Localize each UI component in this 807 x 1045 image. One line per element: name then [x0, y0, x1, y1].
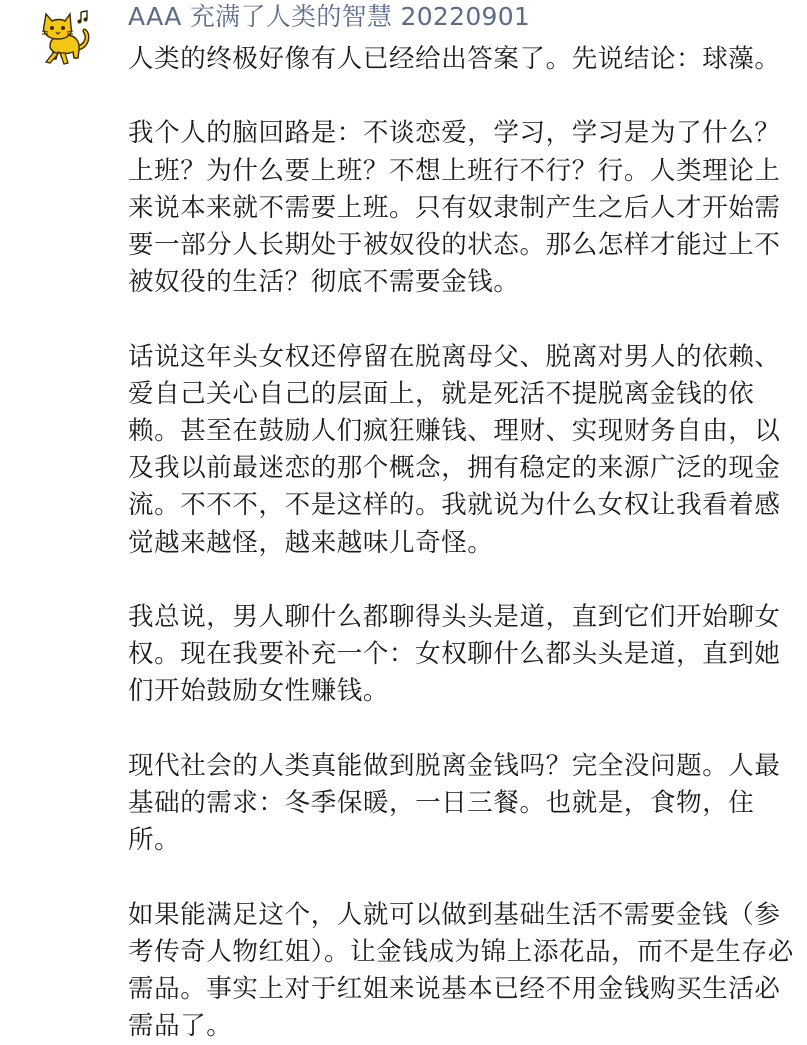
sender-name[interactable]: AAA 充满了人类的智慧 20220901: [128, 2, 531, 31]
avatar[interactable]: [34, 6, 98, 70]
message-paragraph: 我总说，男人聊什么都聊得头头是道，直到它们开始聊女权。现在我要补充一个：女权聊什么都头头是道，直到她们开始鼓励女性赚钱。: [128, 602, 781, 707]
message-paragraph: 我个人的脑回路是：不谈恋爱，学习，学习是为了什么？上班？为什么要上班？不想上班行不行？行。人类理论上来说本来就不需要上班。只有奴隶制产生之后人才开始需要一部分人长期处于被奴役的状态。那么怎样才能过上不被奴役的生活？彻底不需要金钱。: [128, 118, 781, 298]
message-paragraph: 话说这年头女权还停留在脱离母父、脱离对男人的依赖、爱自己关心自己的层面上，就是死活不提脱离金钱的依赖。甚至在鼓励人们疯狂赚钱、理财、实现财务自由，以及我以前最迷恋的那个概念，拥有稳定的来源广泛的现金流。不不不，不是这样的。我就说为什么女权让我看着感觉越来越怪，越来越味儿奇怪。: [128, 341, 781, 558]
message-paragraph: 如果能满足这个，人就可以做到基础生活不需要金钱（参考传奇人物红姐）。让金钱成为锦上添花品，而不是生存必需品。事实上对于红姐来说基本已经不用金钱购买生活必需品了。: [128, 899, 794, 1042]
message-body: [128, 41, 798, 1045]
message-paragraph: 人类的终极好像有人已经给出答案了。先说结论：球藻。: [128, 44, 781, 74]
message-paragraph: 现代社会的人类真能做到脱离金钱吗？完全没问题。人最基础的需求：冬季保暖，一日三餐。也就是，食物，住所。: [128, 750, 781, 856]
yellow-cat-icon: [34, 6, 98, 70]
